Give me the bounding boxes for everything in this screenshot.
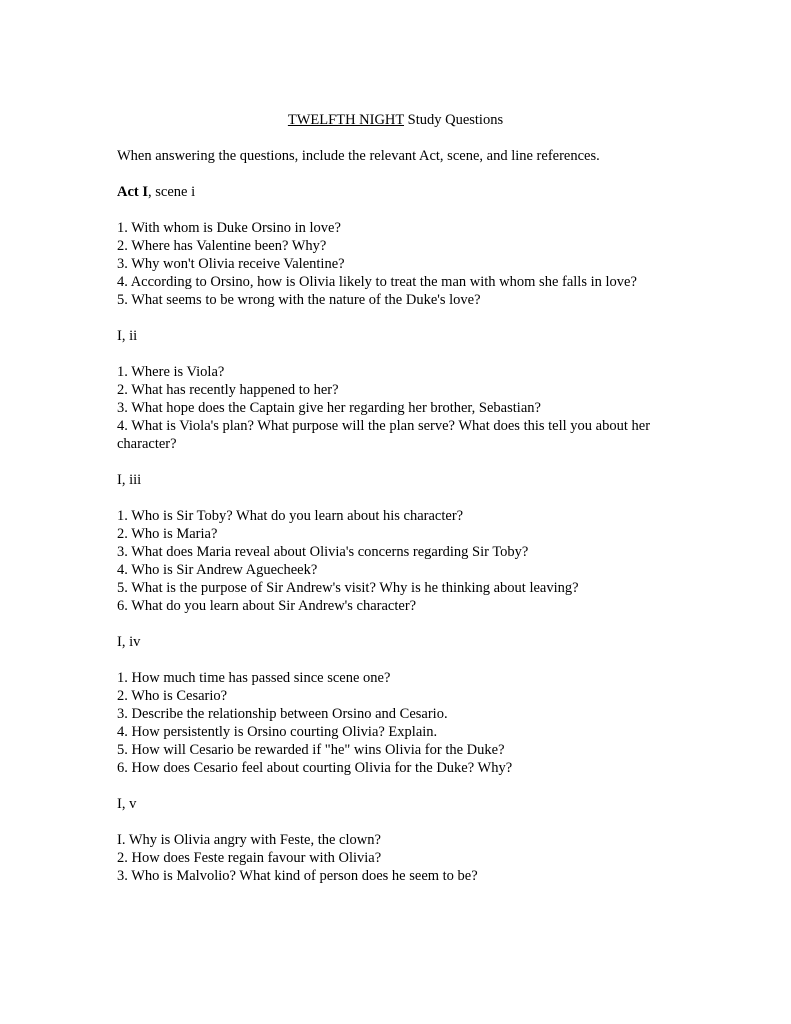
question-item: 1. Who is Sir Toby? What do you learn about his character?	[117, 508, 464, 524]
section-heading	[117, 183, 657, 201]
instructions-paragraph: When answering the questions, include the relevant Act, scene, and line references.	[117, 148, 600, 164]
question-item: 2. Who is Maria?	[117, 526, 218, 542]
question-item: 6. What do you learn about Sir Andrew's character?	[117, 598, 417, 614]
title-subtitle: Study Questions	[404, 112, 504, 128]
section-heading	[117, 633, 657, 651]
question-list	[117, 831, 657, 885]
question-item: 4. Who is Sir Andrew Aguecheek?	[117, 562, 318, 578]
section-heading	[117, 327, 657, 345]
question-item: 4. According to Orsino, how is Olivia likely to treat the man with whom she falls in love?	[117, 274, 637, 290]
question-item: I. Why is Olivia angry with Feste, the clown?	[117, 832, 381, 848]
section-heading	[117, 795, 657, 813]
title-play-name: TWELFTH NIGHT	[287, 112, 405, 128]
question-item: 2. How does Feste regain favour with Olivia?	[117, 850, 382, 866]
question-item: 6. How does Cesario feel about courting Olivia for the Duke? Why?	[117, 760, 513, 776]
question-item: 3. Why won't Olivia receive Valentine?	[117, 256, 345, 272]
section-heading	[117, 471, 657, 489]
document-title	[0, 111, 791, 129]
section-heading-scene: I, ii	[117, 328, 138, 344]
section-heading-scene: I, v	[117, 796, 137, 812]
section-heading-act: Act I	[117, 184, 149, 200]
question-list	[117, 363, 657, 453]
question-item: 1. Where is Viola?	[117, 364, 225, 380]
question-item: 5. What seems to be wrong with the nature of the Duke's love?	[117, 292, 481, 308]
section-heading-scene: , scene i	[148, 184, 196, 200]
question-item: 1. How much time has passed since scene one?	[117, 670, 391, 686]
question-item: 2. Who is Cesario?	[117, 688, 228, 704]
question-item: 1. With whom is Duke Orsino in love?	[117, 220, 341, 236]
question-item: 2. What has recently happened to her?	[117, 382, 339, 398]
question-list	[117, 507, 657, 615]
question-sections	[117, 183, 657, 885]
section-heading-scene: I, iii	[117, 472, 142, 488]
document-body	[117, 147, 657, 903]
question-item: 2. Where has Valentine been? Why?	[117, 238, 327, 254]
question-item: 5. How will Cesario be rewarded if "he" wins Olivia for the Duke?	[117, 742, 505, 758]
question-item: 5. What is the purpose of Sir Andrew's visit? Why is he thinking about leaving?	[117, 580, 579, 596]
question-item: 3. What hope does the Captain give her regarding her brother, Sebastian?	[117, 400, 541, 416]
question-list	[117, 669, 657, 777]
question-item: 3. Describe the relationship between Orsino and Cesario.	[117, 706, 448, 722]
section-heading-scene: I, iv	[117, 634, 141, 650]
question-item: 3. Who is Malvolio? What kind of person does he seem to be?	[117, 868, 478, 884]
question-item: 4. How persistently is Orsino courting Olivia? Explain.	[117, 724, 438, 740]
question-item: 4. What is Viola's plan? What purpose will the plan serve? What does this tell you about her character?	[117, 418, 651, 452]
question-list	[117, 219, 657, 309]
question-item: 3. What does Maria reveal about Olivia's concerns regarding Sir Toby?	[117, 544, 529, 560]
